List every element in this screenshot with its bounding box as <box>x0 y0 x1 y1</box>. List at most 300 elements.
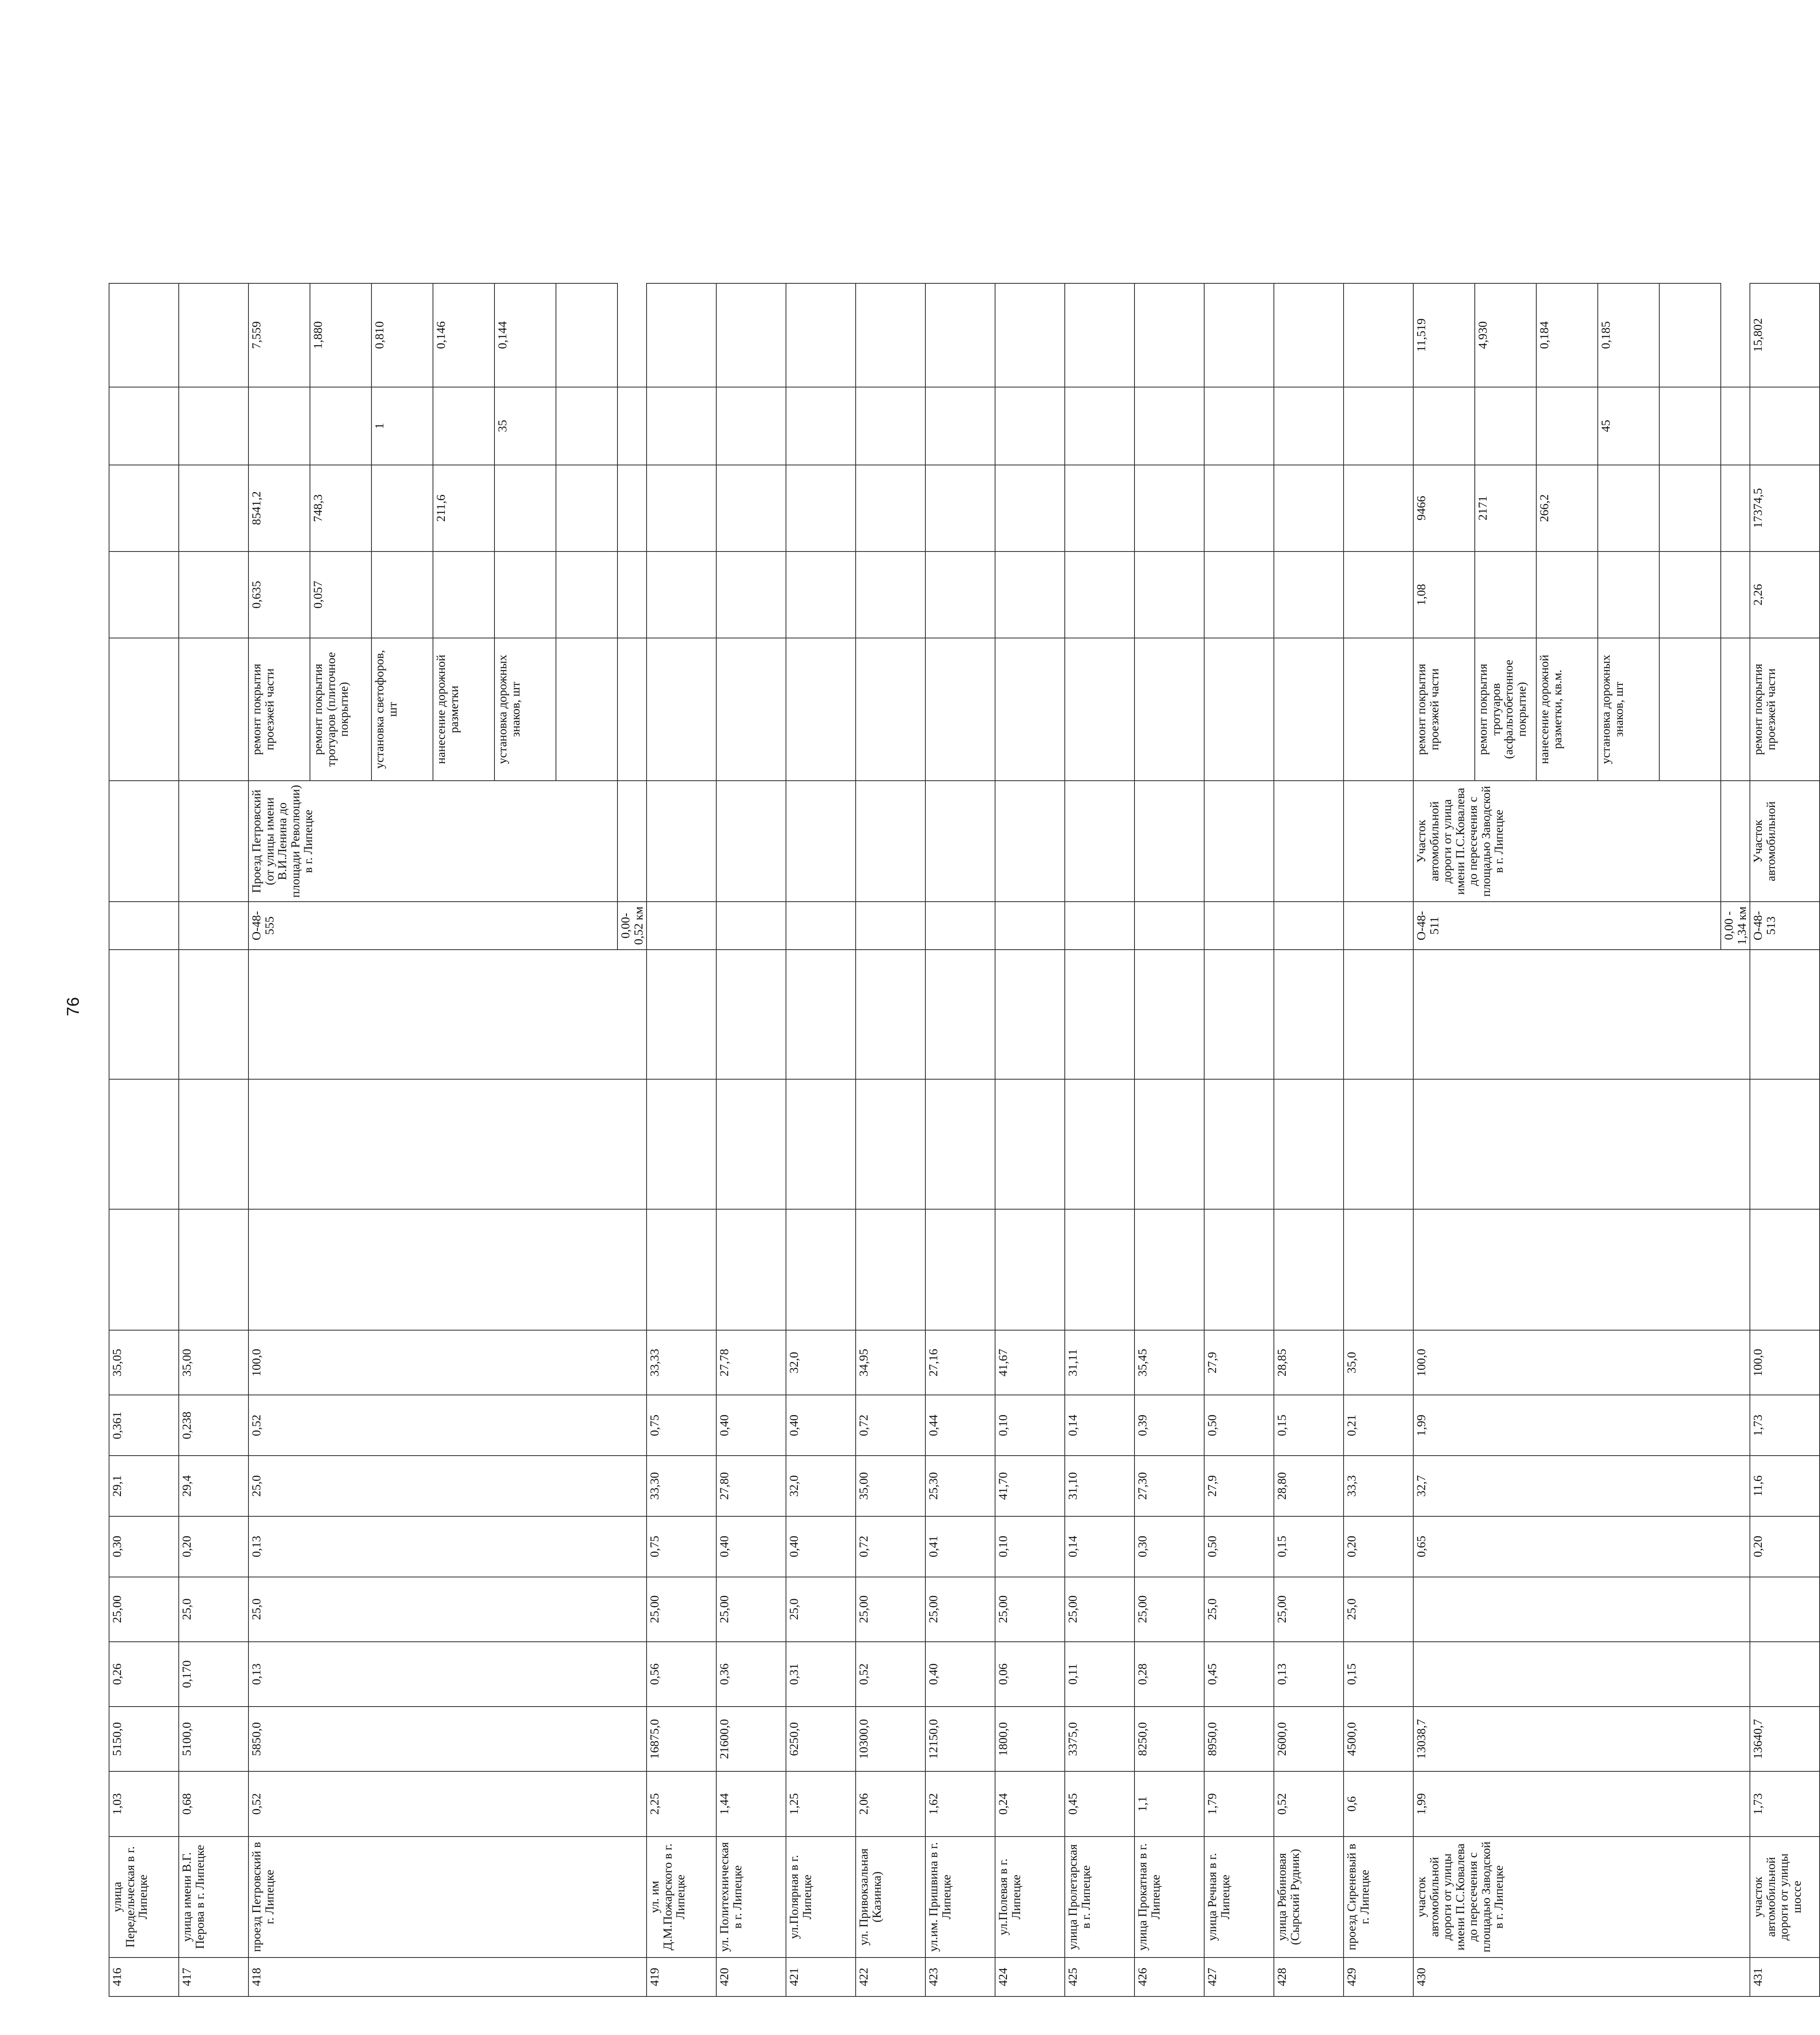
value-5: 0,39 <box>1134 1395 1204 1456</box>
object-name: улица Прокатная в г. Липецке <box>1134 1837 1204 1958</box>
work-kind <box>109 638 179 781</box>
value-3: 0,30 <box>109 1516 179 1577</box>
row-number: 420 <box>716 1958 786 1996</box>
row-number: 424 <box>995 1958 1065 1996</box>
object-name: ул.Полевая в г. Липецке <box>995 1837 1065 1958</box>
work-kind <box>1134 638 1204 781</box>
work-length <box>556 551 617 638</box>
work-area <box>716 465 786 551</box>
work-cost <box>647 283 716 387</box>
value-2: 25,00 <box>1134 1577 1204 1642</box>
road-code <box>1134 902 1204 950</box>
work-area <box>925 465 995 551</box>
empty-cell <box>1274 1209 1344 1330</box>
value-1: 0,45 <box>1204 1642 1274 1707</box>
value-4: 33,3 <box>1344 1456 1413 1516</box>
work-length <box>109 551 179 638</box>
length-km: 0,52 <box>248 1771 647 1836</box>
value-4: 41,70 <box>995 1456 1065 1516</box>
table-row <box>995 210 1065 1996</box>
work-length <box>925 551 995 638</box>
area-sqm: 5850,0 <box>248 1707 647 1771</box>
work-units <box>786 387 856 465</box>
empty-cell <box>1204 1209 1274 1330</box>
work-cost <box>716 283 786 387</box>
value-2: 25,0 <box>1204 1577 1274 1642</box>
road-code: О-48-511 <box>1413 902 1721 950</box>
work-area: 748,3 <box>310 465 371 551</box>
table-row <box>248 210 310 1996</box>
empty-cell <box>647 950 716 1080</box>
value-1: 0,40 <box>925 1642 995 1707</box>
work-cost <box>1274 283 1344 387</box>
work-kind: ремонт покрытия проезжей части <box>1750 638 1820 781</box>
row-number: 430 <box>1413 1958 1750 1996</box>
work-cost <box>617 387 647 465</box>
value-5: 1,73 <box>1750 1395 1820 1456</box>
work-area <box>617 551 647 638</box>
empty-cell <box>716 1209 786 1330</box>
register-table-rotated <box>109 209 1804 1997</box>
table-row <box>856 210 925 1996</box>
empty-cell <box>109 1209 179 1330</box>
work-area <box>109 465 179 551</box>
value-1: 0,52 <box>856 1642 925 1707</box>
value-3: 0,41 <box>925 1516 995 1577</box>
work-length <box>371 551 433 638</box>
value-1: 0,15 <box>1344 1642 1413 1707</box>
work-area: 2171 <box>1475 465 1536 551</box>
work-cost: 4,930 <box>1475 283 1536 387</box>
work-cost <box>1204 283 1274 387</box>
work-units <box>1204 387 1274 465</box>
value-6: 34,95 <box>856 1330 925 1395</box>
empty-cell <box>1344 950 1413 1080</box>
value-3: 0,13 <box>248 1516 647 1577</box>
value-2: 25,00 <box>925 1577 995 1642</box>
row-number: 417 <box>179 1958 248 1996</box>
empty-cell <box>179 1079 248 1209</box>
length-km: 2,06 <box>856 1771 925 1836</box>
value-2: 25,0 <box>248 1577 647 1642</box>
length-km: 1,44 <box>716 1771 786 1836</box>
work-kind <box>925 638 995 781</box>
length-km: 1,62 <box>925 1771 995 1836</box>
area-sqm: 13038,7 <box>1413 1707 1750 1771</box>
area-sqm: 16875,0 <box>647 1707 716 1771</box>
work-units <box>310 387 371 465</box>
object-name: улица Рябиновая (Сырский Рудник) <box>1274 1837 1344 1958</box>
area-sqm: 12150,0 <box>925 1707 995 1771</box>
work-length <box>494 551 556 638</box>
work-kind <box>1721 781 1750 902</box>
value-2: 25,00 <box>109 1577 179 1642</box>
work-units: 35 <box>494 387 556 465</box>
value-5: 0,72 <box>856 1395 925 1456</box>
row-number: 429 <box>1344 1958 1413 1996</box>
area-sqm: 3375,0 <box>1065 1707 1134 1771</box>
value-4: 11,6 <box>1750 1456 1820 1516</box>
empty-cell <box>1413 1079 1750 1209</box>
work-kind <box>1065 638 1134 781</box>
length-km: 0,68 <box>179 1771 248 1836</box>
empty-cell <box>716 1079 786 1209</box>
road-code <box>647 902 716 950</box>
area-sqm: 21600,0 <box>716 1707 786 1771</box>
value-3: 0,30 <box>1134 1516 1204 1577</box>
value-1: 0,06 <box>995 1642 1065 1707</box>
work-kind <box>716 638 786 781</box>
work-kind <box>786 638 856 781</box>
work-kind <box>556 638 617 781</box>
value-6: 31,11 <box>1065 1330 1134 1395</box>
work-kind <box>1659 638 1721 781</box>
table-row <box>716 210 786 1996</box>
object-name: ул. им Д.М.Пожарского в г. Липецке <box>647 1837 716 1958</box>
work-area: 17374,5 <box>1750 465 1820 551</box>
empty-cell <box>995 1079 1065 1209</box>
work-area <box>1344 465 1413 551</box>
value-3: 0,75 <box>647 1516 716 1577</box>
value-2 <box>1413 1577 1750 1642</box>
value-1: 0,170 <box>179 1642 248 1707</box>
object-name: ул. Привокзальная (Казинка) <box>856 1837 925 1958</box>
value-2: 25,00 <box>647 1577 716 1642</box>
work-cost <box>995 283 1065 387</box>
value-3: 0,72 <box>856 1516 925 1577</box>
work-kind <box>1204 638 1274 781</box>
value-1: 0,26 <box>109 1642 179 1707</box>
work-kind: установка дорожных знаков, шт <box>494 638 556 781</box>
value-5: 0,75 <box>647 1395 716 1456</box>
value-6: 35,45 <box>1134 1330 1204 1395</box>
work-length <box>617 638 647 781</box>
empty-cell <box>786 950 856 1080</box>
row-number: 431 <box>1750 1958 1820 1996</box>
road-code <box>1274 902 1344 950</box>
work-kind: ремонт покрытия тротуаров (асфальтобетонное покрытие) <box>1475 638 1536 781</box>
area-sqm: 4500,0 <box>1344 1707 1413 1771</box>
road-name: Проезд Петровский (от улицы имени В.И.Ленина до площади Революции) в г. Липецке <box>248 781 617 902</box>
work-units: 1 <box>371 387 433 465</box>
work-area <box>1134 465 1204 551</box>
empty-cell <box>925 1079 995 1209</box>
empty-cell <box>1065 1079 1134 1209</box>
work-units <box>248 387 310 465</box>
work-kind: нанесение дорожной разметки <box>433 638 494 781</box>
work-kind: установка дорожных знаков, шт <box>1598 638 1659 781</box>
value-6: 35,00 <box>179 1330 248 1395</box>
object-name: участок автомобильной дороги от улицы шоссе <box>1750 1837 1820 1958</box>
work-length: 0,057 <box>310 551 371 638</box>
table-row <box>647 210 716 1996</box>
work-units <box>925 387 995 465</box>
table-row <box>179 210 248 1996</box>
area-sqm: 6250,0 <box>786 1707 856 1771</box>
value-1: 0,36 <box>716 1642 786 1707</box>
area-sqm: 5150,0 <box>109 1707 179 1771</box>
empty-cell <box>786 1079 856 1209</box>
value-3: 0,20 <box>1750 1516 1820 1577</box>
value-4: 32,0 <box>786 1456 856 1516</box>
table-row <box>109 210 179 1996</box>
empty-cell <box>786 1209 856 1330</box>
value-3: 0,65 <box>1413 1516 1750 1577</box>
value-6: 35,05 <box>109 1330 179 1395</box>
work-units <box>433 387 494 465</box>
work-length <box>1204 551 1274 638</box>
empty-cell <box>647 1209 716 1330</box>
work-length <box>856 551 925 638</box>
area-sqm: 5100,0 <box>179 1707 248 1771</box>
value-1: 0,11 <box>1065 1642 1134 1707</box>
table-row <box>1274 210 1344 1996</box>
value-3: 0,20 <box>179 1516 248 1577</box>
value-1: 0,31 <box>786 1642 856 1707</box>
value-4: 25,0 <box>248 1456 647 1516</box>
work-units <box>1659 387 1721 465</box>
empty-cell <box>109 1079 179 1209</box>
row-number: 416 <box>109 1958 179 1996</box>
work-kind: нанесение дорожной разметки, кв.м. <box>1536 638 1598 781</box>
work-units <box>995 387 1065 465</box>
road-code <box>856 902 925 950</box>
empty-cell <box>1065 950 1134 1080</box>
road-segment: 0,00 - 1,34 км <box>1721 902 1750 950</box>
empty-cell <box>995 1209 1065 1330</box>
work-length <box>995 551 1065 638</box>
empty-cell <box>856 1079 925 1209</box>
road-name <box>1065 781 1134 902</box>
value-4: 27,9 <box>1204 1456 1274 1516</box>
value-4: 28,80 <box>1274 1456 1344 1516</box>
work-kind: ремонт покрытия тротуаров (плиточное покрытие) <box>310 638 371 781</box>
work-kind <box>617 781 647 902</box>
row-number: 427 <box>1204 1958 1274 1996</box>
road-name <box>716 781 786 902</box>
value-1: 0,13 <box>1274 1642 1344 1707</box>
road-name <box>1134 781 1204 902</box>
work-length: 0,635 <box>248 551 310 638</box>
empty-cell <box>1204 1079 1274 1209</box>
work-cost <box>1134 283 1204 387</box>
road-name <box>1274 781 1344 902</box>
work-units <box>1721 465 1750 551</box>
work-units <box>179 387 248 465</box>
object-name: проезд Петровский в г. Липецке <box>248 1837 647 1958</box>
object-name: улица Передельческая в г. Липецке <box>109 1837 179 1958</box>
table-row <box>1204 210 1274 1996</box>
empty-cell <box>1750 1209 1820 1330</box>
empty-cell <box>856 1209 925 1330</box>
empty-cell <box>1204 950 1274 1080</box>
work-cost: 15,802 <box>1750 283 1820 387</box>
work-area: 266,2 <box>1536 465 1598 551</box>
work-kind <box>856 638 925 781</box>
row-number: 421 <box>786 1958 856 1996</box>
table-row <box>925 210 995 1996</box>
road-name <box>1204 781 1274 902</box>
work-kind <box>995 638 1065 781</box>
value-6: 100,0 <box>248 1330 647 1395</box>
work-area <box>179 465 248 551</box>
empty-cell <box>1134 950 1204 1080</box>
work-cost <box>109 283 179 387</box>
empty-cell <box>179 950 248 1080</box>
length-km: 0,24 <box>995 1771 1065 1836</box>
value-6: 33,33 <box>647 1330 716 1395</box>
value-4: 35,00 <box>856 1456 925 1516</box>
road-code <box>925 902 995 950</box>
work-area <box>1721 551 1750 638</box>
work-length: 1,08 <box>1413 551 1475 638</box>
empty-cell <box>925 950 995 1080</box>
work-length <box>786 551 856 638</box>
work-area <box>1065 465 1134 551</box>
value-4: 27,30 <box>1134 1456 1204 1516</box>
value-5: 0,14 <box>1065 1395 1134 1456</box>
work-units <box>716 387 786 465</box>
value-2: 25,00 <box>1065 1577 1134 1642</box>
value-3: 0,14 <box>1065 1516 1134 1577</box>
work-length <box>179 551 248 638</box>
work-units <box>1134 387 1204 465</box>
work-length <box>1274 551 1344 638</box>
empty-cell <box>1274 950 1344 1080</box>
work-units: 45 <box>1598 387 1659 465</box>
road-code <box>109 902 179 950</box>
value-6: 27,78 <box>716 1330 786 1395</box>
area-sqm: 10300,0 <box>856 1707 925 1771</box>
object-name: ул.Полярная в г. Липецке <box>786 1837 856 1958</box>
road-name <box>109 781 179 902</box>
work-length <box>1659 551 1721 638</box>
value-3: 0,15 <box>1274 1516 1344 1577</box>
road-code <box>995 902 1065 950</box>
empty-cell <box>995 950 1065 1080</box>
work-units <box>1750 387 1820 465</box>
work-units <box>647 387 716 465</box>
row-number: 418 <box>248 1958 647 1996</box>
work-units <box>556 387 617 465</box>
work-cost <box>1065 283 1134 387</box>
empty-cell <box>1413 950 1750 1080</box>
empty-cell <box>248 950 647 1080</box>
empty-cell <box>109 950 179 1080</box>
work-cost <box>925 283 995 387</box>
value-2: 25,0 <box>1344 1577 1413 1642</box>
value-5: 0,10 <box>995 1395 1065 1456</box>
table-row <box>1065 210 1134 1996</box>
value-1: 0,28 <box>1134 1642 1204 1707</box>
value-5: 0,52 <box>248 1395 647 1456</box>
value-6: 100,0 <box>1750 1330 1820 1395</box>
row-number: 422 <box>856 1958 925 1996</box>
value-5: 0,238 <box>179 1395 248 1456</box>
value-5: 0,40 <box>786 1395 856 1456</box>
object-name: улица имени В.Г. Перова в г. Липецке <box>179 1837 248 1958</box>
work-area <box>1598 465 1659 551</box>
road-code <box>179 902 248 950</box>
road-name <box>925 781 995 902</box>
value-2: 25,00 <box>856 1577 925 1642</box>
row-number: 428 <box>1274 1958 1344 1996</box>
work-kind: ремонт покрытия проезжей части <box>1413 638 1475 781</box>
empty-cell <box>1750 1079 1820 1209</box>
road-name <box>856 781 925 902</box>
value-6: 27,9 <box>1204 1330 1274 1395</box>
row-number: 425 <box>1065 1958 1134 1996</box>
work-units <box>1344 387 1413 465</box>
empty-cell <box>1134 1209 1204 1330</box>
empty-cell <box>1344 1209 1413 1330</box>
value-6: 41,67 <box>995 1330 1065 1395</box>
work-kind <box>1344 638 1413 781</box>
empty-cell <box>1413 1209 1750 1330</box>
work-length <box>1065 551 1134 638</box>
page-number: 76 <box>63 997 82 1016</box>
road-code: О-48-555 <box>248 902 617 950</box>
work-units <box>1065 387 1134 465</box>
work-area <box>647 465 716 551</box>
work-units <box>1475 387 1536 465</box>
work-units <box>109 387 179 465</box>
value-3: 0,40 <box>786 1516 856 1577</box>
work-area <box>786 465 856 551</box>
road-segment: 0,00-0,52 км <box>617 902 647 950</box>
value-2: 25,0 <box>179 1577 248 1642</box>
value-4: 27,80 <box>716 1456 786 1516</box>
value-5: 0,40 <box>716 1395 786 1456</box>
work-length <box>1475 551 1536 638</box>
length-km: 1,79 <box>1204 1771 1274 1836</box>
value-3: 0,50 <box>1204 1516 1274 1577</box>
work-area: 9466 <box>1413 465 1475 551</box>
work-area <box>995 465 1065 551</box>
work-cost: 0,146 <box>433 283 494 387</box>
value-4: 32,7 <box>1413 1456 1750 1516</box>
road-register-table <box>109 209 1820 1997</box>
empty-cell <box>1344 1079 1413 1209</box>
area-sqm: 2600,0 <box>1274 1707 1344 1771</box>
value-5: 0,15 <box>1274 1395 1344 1456</box>
work-area <box>371 465 433 551</box>
road-name: Участок автомобильной <box>1750 781 1820 902</box>
work-units <box>617 465 647 551</box>
row-number: 419 <box>647 1958 716 1996</box>
length-km: 1,03 <box>109 1771 179 1836</box>
area-sqm: 13640,7 <box>1750 1707 1820 1771</box>
value-6: 27,16 <box>925 1330 995 1395</box>
road-code <box>1065 902 1134 950</box>
work-length <box>433 551 494 638</box>
work-area: 8541,2 <box>248 465 310 551</box>
work-units <box>1274 387 1344 465</box>
work-length <box>1598 551 1659 638</box>
length-km: 1,1 <box>1134 1771 1204 1836</box>
work-length: 2,26 <box>1750 551 1820 638</box>
value-1: 0,13 <box>248 1642 647 1707</box>
work-cost <box>1721 387 1750 465</box>
work-cost: 11,519 <box>1413 283 1475 387</box>
work-area <box>1659 465 1721 551</box>
work-length <box>1536 551 1598 638</box>
work-length <box>1134 551 1204 638</box>
work-area <box>494 465 556 551</box>
value-4: 25,30 <box>925 1456 995 1516</box>
area-sqm: 8250,0 <box>1134 1707 1204 1771</box>
work-cost <box>856 283 925 387</box>
